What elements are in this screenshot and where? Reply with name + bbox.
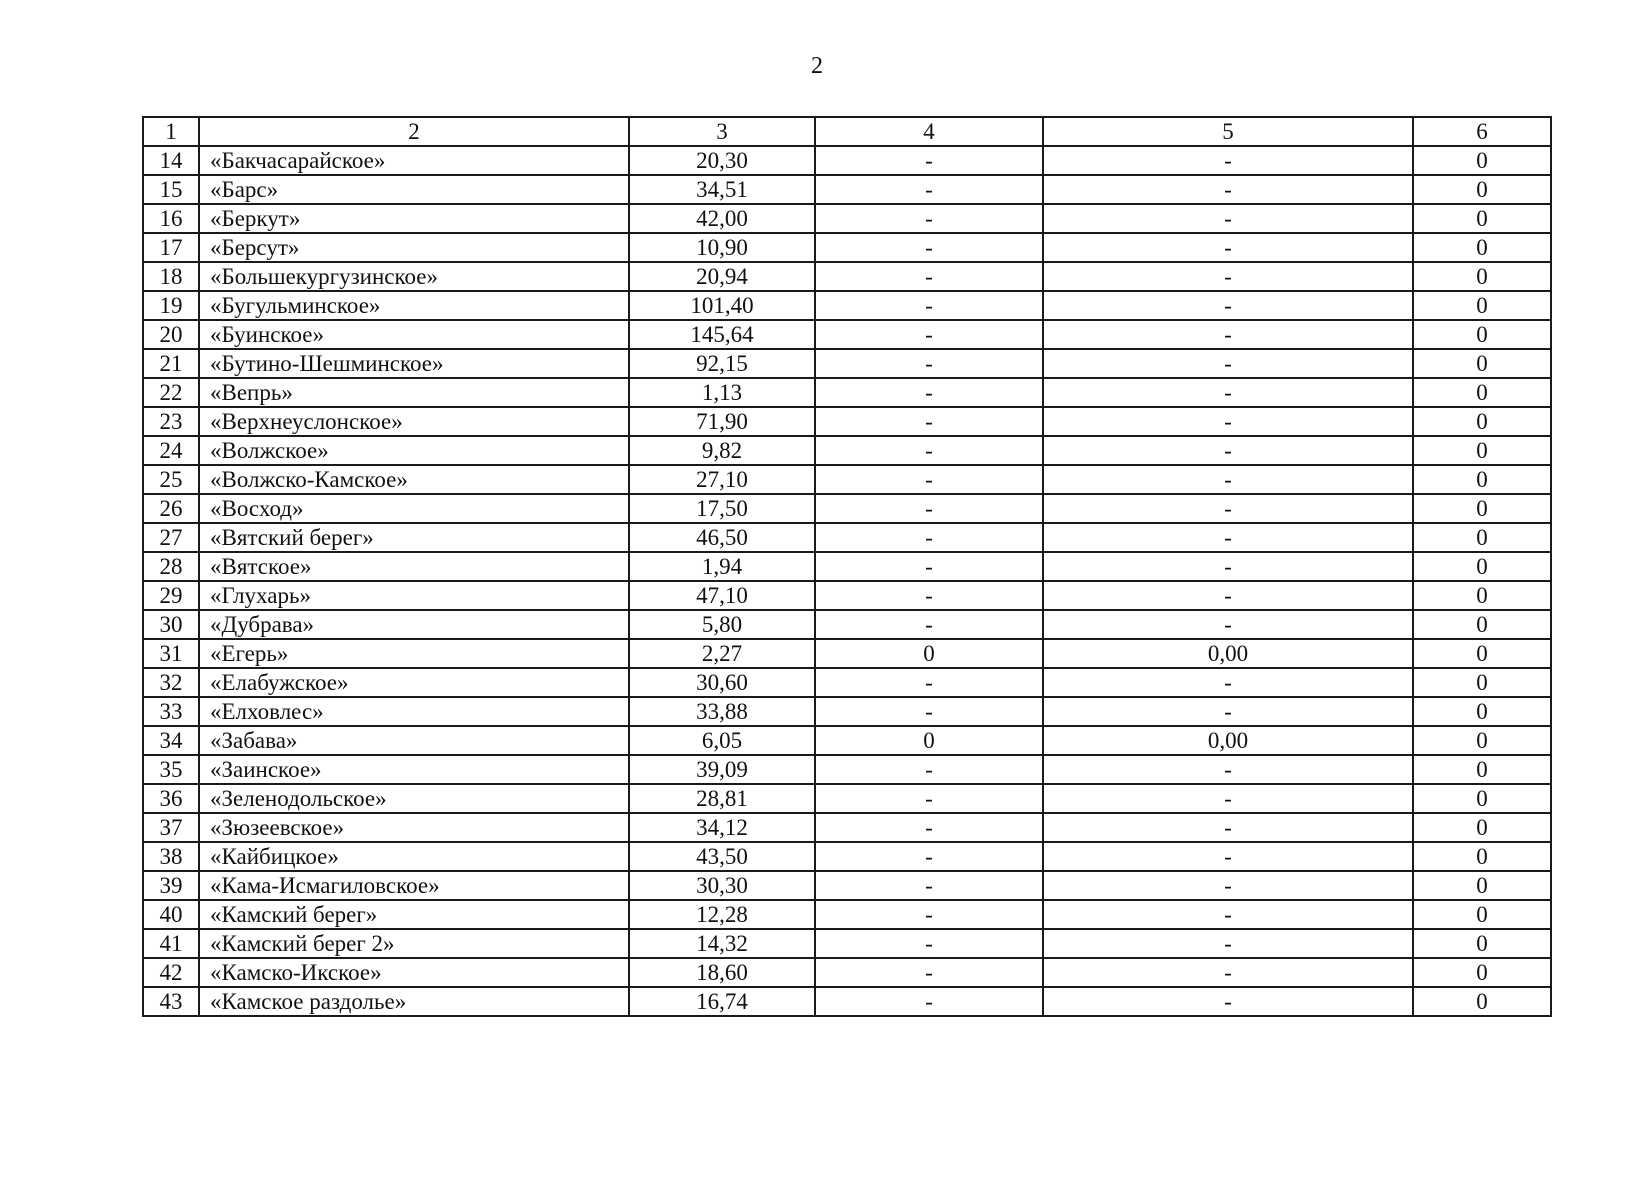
row-number-cell: 35 <box>143 755 199 784</box>
name-cell: «Камско-Икское» <box>199 958 629 987</box>
value-cell: 33,88 <box>629 697 815 726</box>
col4-cell: - <box>815 378 1043 407</box>
col6-cell: 0 <box>1413 233 1551 262</box>
name-cell: «Вепрь» <box>199 378 629 407</box>
value-cell: 39,09 <box>629 755 815 784</box>
col4-cell: - <box>815 610 1043 639</box>
value-cell: 145,64 <box>629 320 815 349</box>
row-number-cell: 29 <box>143 581 199 610</box>
name-cell: «Глухарь» <box>199 581 629 610</box>
row-number-cell: 17 <box>143 233 199 262</box>
table-row <box>143 668 1551 697</box>
name-cell: «Кама-Исмагиловское» <box>199 871 629 900</box>
table-row <box>143 987 1551 1016</box>
value-cell: 6,05 <box>629 726 815 755</box>
table-row <box>143 378 1551 407</box>
col6-cell: 0 <box>1413 958 1551 987</box>
name-cell: «Верхнеуслонское» <box>199 407 629 436</box>
table-row <box>143 697 1551 726</box>
col6-cell: 0 <box>1413 552 1551 581</box>
col4-cell: - <box>815 436 1043 465</box>
table-row <box>143 262 1551 291</box>
col6-cell: 0 <box>1413 813 1551 842</box>
table-body <box>143 117 1551 1016</box>
col6-cell: 0 <box>1413 465 1551 494</box>
row-number-cell: 25 <box>143 465 199 494</box>
col4-cell: - <box>815 552 1043 581</box>
col4-cell: - <box>815 755 1043 784</box>
row-number-cell: 27 <box>143 523 199 552</box>
table-row <box>143 494 1551 523</box>
row-number-cell: 14 <box>143 146 199 175</box>
name-cell: «Елховлес» <box>199 697 629 726</box>
value-cell: 16,74 <box>629 987 815 1016</box>
col5-cell: - <box>1043 929 1413 958</box>
name-cell: «Кайбицкое» <box>199 842 629 871</box>
col4-cell: - <box>815 175 1043 204</box>
col6-cell: 0 <box>1413 668 1551 697</box>
name-cell: «Зеленодольское» <box>199 784 629 813</box>
col5-cell: - <box>1043 291 1413 320</box>
row-number-cell: 21 <box>143 349 199 378</box>
name-cell: «Дубрава» <box>199 610 629 639</box>
col4-cell: - <box>815 494 1043 523</box>
page-number: 2 <box>811 53 823 79</box>
col5-cell: - <box>1043 668 1413 697</box>
col4-cell: - <box>815 407 1043 436</box>
column-header: 6 <box>1413 117 1551 146</box>
col5-cell: 0,00 <box>1043 726 1413 755</box>
col4-cell: - <box>815 813 1043 842</box>
col5-cell: - <box>1043 407 1413 436</box>
table-row <box>143 233 1551 262</box>
value-cell: 43,50 <box>629 842 815 871</box>
col6-cell: 0 <box>1413 987 1551 1016</box>
row-number-cell: 39 <box>143 871 199 900</box>
column-header: 5 <box>1043 117 1413 146</box>
col6-cell: 0 <box>1413 494 1551 523</box>
col4-cell: - <box>815 668 1043 697</box>
value-cell: 14,32 <box>629 929 815 958</box>
col4-cell: - <box>815 349 1043 378</box>
row-number-cell: 18 <box>143 262 199 291</box>
name-cell: «Камский берег 2» <box>199 929 629 958</box>
table-row <box>143 842 1551 871</box>
col5-cell: 0,00 <box>1043 639 1413 668</box>
row-number-cell: 32 <box>143 668 199 697</box>
col5-cell: - <box>1043 523 1413 552</box>
value-cell: 42,00 <box>629 204 815 233</box>
row-number-cell: 37 <box>143 813 199 842</box>
row-number-cell: 22 <box>143 378 199 407</box>
col5-cell: - <box>1043 958 1413 987</box>
value-cell: 46,50 <box>629 523 815 552</box>
value-cell: 101,40 <box>629 291 815 320</box>
row-number-cell: 33 <box>143 697 199 726</box>
col4-cell: - <box>815 523 1043 552</box>
name-cell: «Зюзеевское» <box>199 813 629 842</box>
col5-cell: - <box>1043 581 1413 610</box>
value-cell: 5,80 <box>629 610 815 639</box>
value-cell: 30,30 <box>629 871 815 900</box>
table-row <box>143 349 1551 378</box>
value-cell: 20,30 <box>629 146 815 175</box>
col4-cell: - <box>815 320 1043 349</box>
col5-cell: - <box>1043 349 1413 378</box>
col4-cell: - <box>815 697 1043 726</box>
name-cell: «Вятское» <box>199 552 629 581</box>
col6-cell: 0 <box>1413 291 1551 320</box>
col4-cell: - <box>815 871 1043 900</box>
column-header: 1 <box>143 117 199 146</box>
name-cell: «Волжское» <box>199 436 629 465</box>
table-row <box>143 581 1551 610</box>
table-row <box>143 784 1551 813</box>
table-row <box>143 175 1551 204</box>
col5-cell: - <box>1043 204 1413 233</box>
value-cell: 1,94 <box>629 552 815 581</box>
col6-cell: 0 <box>1413 349 1551 378</box>
name-cell: «Камский берег» <box>199 900 629 929</box>
col6-cell: 0 <box>1413 610 1551 639</box>
col5-cell: - <box>1043 697 1413 726</box>
name-cell: «Восход» <box>199 494 629 523</box>
col5-cell: - <box>1043 552 1413 581</box>
col5-cell: - <box>1043 320 1413 349</box>
col6-cell: 0 <box>1413 581 1551 610</box>
col6-cell: 0 <box>1413 436 1551 465</box>
name-cell: «Забава» <box>199 726 629 755</box>
row-number-cell: 28 <box>143 552 199 581</box>
col6-cell: 0 <box>1413 204 1551 233</box>
col6-cell: 0 <box>1413 900 1551 929</box>
table-row <box>143 958 1551 987</box>
col5-cell: - <box>1043 465 1413 494</box>
col4-cell: - <box>815 146 1043 175</box>
col4-cell: - <box>815 204 1043 233</box>
table-row <box>143 204 1551 233</box>
name-cell: «Беркут» <box>199 204 629 233</box>
value-cell: 20,94 <box>629 262 815 291</box>
col4-cell: - <box>815 929 1043 958</box>
value-cell: 34,12 <box>629 813 815 842</box>
name-cell: «Барс» <box>199 175 629 204</box>
col4-cell: - <box>815 900 1043 929</box>
col5-cell: - <box>1043 233 1413 262</box>
row-number-cell: 16 <box>143 204 199 233</box>
table-row <box>143 436 1551 465</box>
col4-cell: - <box>815 581 1043 610</box>
value-cell: 30,60 <box>629 668 815 697</box>
row-number-cell: 30 <box>143 610 199 639</box>
table-row <box>143 929 1551 958</box>
table-row <box>143 639 1551 668</box>
col6-cell: 0 <box>1413 784 1551 813</box>
table-row <box>143 320 1551 349</box>
row-number-cell: 36 <box>143 784 199 813</box>
col5-cell: - <box>1043 610 1413 639</box>
col5-cell: - <box>1043 755 1413 784</box>
table-row <box>143 755 1551 784</box>
col6-cell: 0 <box>1413 871 1551 900</box>
col4-cell: - <box>815 958 1043 987</box>
col6-cell: 0 <box>1413 320 1551 349</box>
name-cell: «Берсут» <box>199 233 629 262</box>
column-header: 2 <box>199 117 629 146</box>
value-cell: 47,10 <box>629 581 815 610</box>
name-cell: «Буинское» <box>199 320 629 349</box>
col6-cell: 0 <box>1413 639 1551 668</box>
table-row <box>143 726 1551 755</box>
name-cell: «Заинское» <box>199 755 629 784</box>
col4-cell: - <box>815 262 1043 291</box>
col5-cell: - <box>1043 871 1413 900</box>
col6-cell: 0 <box>1413 842 1551 871</box>
value-cell: 18,60 <box>629 958 815 987</box>
col6-cell: 0 <box>1413 378 1551 407</box>
col4-cell: - <box>815 291 1043 320</box>
col4-cell: 0 <box>815 639 1043 668</box>
value-cell: 1,13 <box>629 378 815 407</box>
col6-cell: 0 <box>1413 697 1551 726</box>
col6-cell: 0 <box>1413 929 1551 958</box>
col5-cell: - <box>1043 813 1413 842</box>
col5-cell: - <box>1043 378 1413 407</box>
value-cell: 27,10 <box>629 465 815 494</box>
row-number-cell: 41 <box>143 929 199 958</box>
table-row <box>143 291 1551 320</box>
row-number-cell: 23 <box>143 407 199 436</box>
value-cell: 12,28 <box>629 900 815 929</box>
table-row <box>143 813 1551 842</box>
name-cell: «Бутино-Шешминское» <box>199 349 629 378</box>
col6-cell: 0 <box>1413 755 1551 784</box>
col5-cell: - <box>1043 146 1413 175</box>
row-number-cell: 38 <box>143 842 199 871</box>
row-number-cell: 31 <box>143 639 199 668</box>
value-cell: 34,51 <box>629 175 815 204</box>
name-cell: «Вятский берег» <box>199 523 629 552</box>
table-row <box>143 871 1551 900</box>
table-row <box>143 900 1551 929</box>
col4-cell: - <box>815 465 1043 494</box>
col6-cell: 0 <box>1413 407 1551 436</box>
table-row <box>143 146 1551 175</box>
header-row <box>143 117 1551 146</box>
col5-cell: - <box>1043 842 1413 871</box>
col6-cell: 0 <box>1413 262 1551 291</box>
col6-cell: 0 <box>1413 146 1551 175</box>
col6-cell: 0 <box>1413 726 1551 755</box>
data-table <box>142 116 1552 1017</box>
table-row <box>143 523 1551 552</box>
name-cell: «Елабужское» <box>199 668 629 697</box>
col6-cell: 0 <box>1413 175 1551 204</box>
row-number-cell: 40 <box>143 900 199 929</box>
row-number-cell: 15 <box>143 175 199 204</box>
name-cell: «Егерь» <box>199 639 629 668</box>
col4-cell: 0 <box>815 726 1043 755</box>
value-cell: 10,90 <box>629 233 815 262</box>
name-cell: «Волжско-Камское» <box>199 465 629 494</box>
col5-cell: - <box>1043 494 1413 523</box>
col5-cell: - <box>1043 987 1413 1016</box>
table-row <box>143 465 1551 494</box>
col4-cell: - <box>815 784 1043 813</box>
row-number-cell: 26 <box>143 494 199 523</box>
table-row <box>143 407 1551 436</box>
col5-cell: - <box>1043 784 1413 813</box>
value-cell: 17,50 <box>629 494 815 523</box>
name-cell: «Большекургузинское» <box>199 262 629 291</box>
col5-cell: - <box>1043 262 1413 291</box>
name-cell: «Камское раздолье» <box>199 987 629 1016</box>
row-number-cell: 43 <box>143 987 199 1016</box>
value-cell: 2,27 <box>629 639 815 668</box>
name-cell: «Бакчасарайское» <box>199 146 629 175</box>
col5-cell: - <box>1043 900 1413 929</box>
row-number-cell: 19 <box>143 291 199 320</box>
col6-cell: 0 <box>1413 523 1551 552</box>
col4-cell: - <box>815 987 1043 1016</box>
col4-cell: - <box>815 233 1043 262</box>
row-number-cell: 42 <box>143 958 199 987</box>
column-header: 3 <box>629 117 815 146</box>
value-cell: 71,90 <box>629 407 815 436</box>
value-cell: 28,81 <box>629 784 815 813</box>
row-number-cell: 20 <box>143 320 199 349</box>
col5-cell: - <box>1043 175 1413 204</box>
table-row <box>143 610 1551 639</box>
name-cell: «Бугульминское» <box>199 291 629 320</box>
row-number-cell: 34 <box>143 726 199 755</box>
value-cell: 9,82 <box>629 436 815 465</box>
row-number-cell: 24 <box>143 436 199 465</box>
column-header: 4 <box>815 117 1043 146</box>
table-row <box>143 552 1551 581</box>
value-cell: 92,15 <box>629 349 815 378</box>
col4-cell: - <box>815 842 1043 871</box>
col5-cell: - <box>1043 436 1413 465</box>
